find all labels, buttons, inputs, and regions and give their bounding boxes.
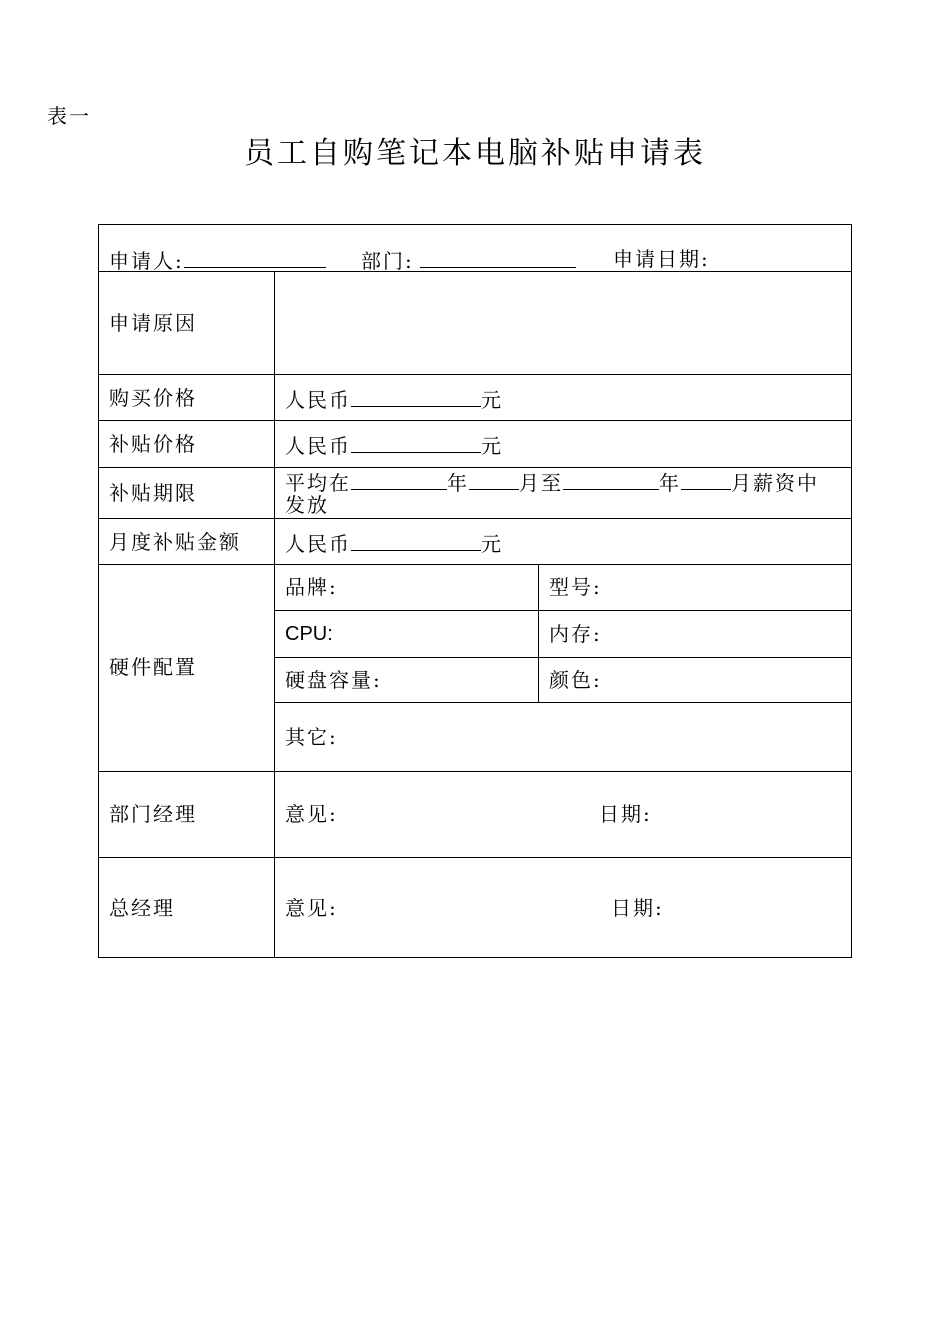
currency-suffix: 元	[481, 388, 503, 412]
purchase-price-field	[285, 386, 503, 412]
currency-suffix: 元	[481, 434, 503, 458]
column-divider	[538, 564, 539, 702]
department-label: 部门:	[361, 249, 414, 273]
end-year-blank[interactable]	[563, 469, 659, 490]
column-divider	[274, 271, 275, 957]
color-label: 颜色:	[549, 668, 602, 692]
general-manager-opinion-label: 意见:	[285, 896, 338, 920]
dept-manager-opinion-label: 意见:	[285, 802, 338, 826]
row-divider	[99, 857, 851, 858]
purchase-price-blank[interactable]	[351, 386, 481, 407]
reason-input-area[interactable]	[276, 273, 850, 373]
subsidy-application-form	[98, 224, 852, 958]
applicant-label: 申请人:	[109, 249, 184, 273]
form-title: 员工自购笔记本电脑补贴申请表	[244, 136, 706, 171]
end-month-blank[interactable]	[681, 469, 731, 490]
subsidy-price-field	[285, 432, 503, 458]
row-divider	[99, 518, 851, 519]
start-year-blank[interactable]	[351, 469, 447, 490]
currency-prefix: 人民币	[285, 532, 351, 556]
application-date-label: 申请日期:	[613, 247, 710, 271]
start-month-blank[interactable]	[469, 469, 519, 490]
table-number-label: 表一	[47, 104, 91, 128]
general-manager-label: 总经理	[109, 896, 175, 920]
general-manager-date-label: 日期:	[611, 896, 664, 920]
other-label: 其它:	[285, 725, 338, 749]
subsidy-price-blank[interactable]	[351, 432, 481, 453]
dept-manager-label: 部门经理	[109, 802, 197, 826]
row-divider	[275, 702, 851, 703]
period-text: 平均在	[285, 471, 351, 495]
department-field	[361, 247, 576, 273]
row-divider	[99, 564, 851, 565]
subsidy-price-label: 补贴价格	[109, 432, 197, 456]
memory-label: 内存:	[549, 622, 602, 646]
department-blank[interactable]	[420, 247, 576, 268]
monthly-amount-field	[285, 530, 503, 556]
dept-manager-date-label: 日期:	[599, 802, 652, 826]
subsidy-period-line2: 发放	[285, 493, 329, 517]
monthly-amount-blank[interactable]	[351, 530, 481, 551]
hardware-config-label: 硬件配置	[109, 655, 197, 679]
applicant-field	[109, 247, 326, 273]
period-text: 月至	[519, 471, 563, 495]
monthly-amount-label: 月度补贴金额	[109, 530, 241, 554]
applicant-blank[interactable]	[184, 247, 326, 268]
currency-prefix: 人民币	[285, 434, 351, 458]
row-divider	[275, 657, 851, 658]
row-divider	[99, 771, 851, 772]
brand-label: 品牌:	[285, 575, 338, 599]
currency-prefix: 人民币	[285, 388, 351, 412]
currency-suffix: 元	[481, 532, 503, 556]
row-divider	[275, 610, 851, 611]
row-divider	[99, 467, 851, 468]
purchase-price-label: 购买价格	[109, 386, 197, 410]
model-label: 型号:	[549, 575, 602, 599]
period-text: 年	[659, 471, 681, 495]
reason-label: 申请原因	[109, 311, 197, 335]
subsidy-period-label: 补贴期限	[109, 481, 197, 505]
cpu-label: CPU:	[285, 623, 333, 645]
subsidy-period-line1	[285, 469, 819, 495]
row-divider	[99, 420, 851, 421]
disk-capacity-label: 硬盘容量:	[285, 668, 382, 692]
row-divider	[99, 374, 851, 375]
period-text: 月薪资中	[731, 471, 819, 495]
period-text: 年	[447, 471, 469, 495]
